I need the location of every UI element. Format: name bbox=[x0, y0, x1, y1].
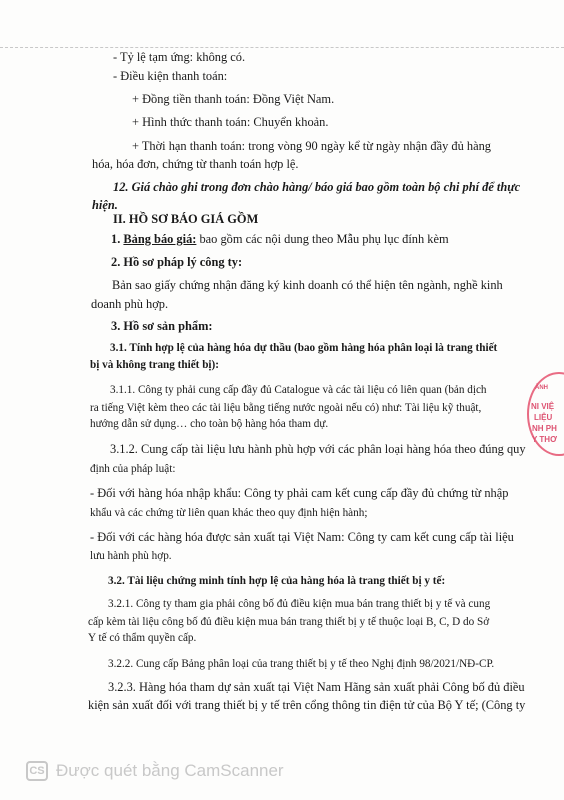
stamp-text: ÀNH bbox=[535, 385, 548, 391]
text-line: ra tiếng Việt kèm theo các tài liệu bằng tiếng nước ngoài nếu có) như: Tài liệu kỹ thuật, bbox=[90, 402, 482, 414]
text-line: - Đối với hàng hóa nhập khẩu: Công ty phải cam kết cung cấp đầy đủ chứng từ nhập bbox=[90, 486, 509, 500]
section-12-line: 12. Giá chào ghi trong đơn chào hàng/ báo giá bao gồm toàn bộ chi phí để thực bbox=[113, 180, 521, 194]
text-line: cấp kèm tài liệu công bố đủ điều kiện mua bán trang thiết bị y tế thuộc loại B, C, D do Sở bbox=[88, 616, 490, 628]
camscanner-watermark bbox=[26, 760, 284, 782]
text-line: Y tế có thẩm quyền cấp. bbox=[88, 632, 197, 644]
item-1-text: bao gồm các nội dung theo Mẫu phụ lục đính kèm bbox=[196, 232, 449, 246]
heading-3-2: 3.2. Tài liệu chứng minh tính hợp lệ của hàng hóa là trang thiết bị y tế: bbox=[108, 575, 446, 587]
camscanner-logo-icon: CS bbox=[26, 761, 48, 781]
text-line: khẩu và các chứng từ liên quan khác theo quy định hiện hành; bbox=[90, 507, 368, 519]
text-line: - Tỷ lệ tạm ứng: không có. bbox=[113, 50, 246, 64]
text-line: 3.2.1. Công ty tham gia phải công bố đủ điều kiện mua bán trang thiết bị y tế và cung bbox=[108, 598, 491, 610]
text-line: + Thời hạn thanh toán: trong vòng 90 ngày kể từ ngày nhận đầy đủ hàng bbox=[132, 139, 491, 153]
text-line: - Đối với các hàng hóa được sản xuất tại Việt Nam: Công ty cam kết cung cấp tài liệu bbox=[90, 530, 514, 544]
text-line: 3.2.3. Hàng hóa tham dự sản xuất tại Việt Nam Hãng sản xuất phải Công bố đủ điều bbox=[108, 680, 525, 694]
text-line: + Hình thức thanh toán: Chuyển khoản. bbox=[132, 115, 329, 129]
text-line: doanh phù hợp. bbox=[91, 297, 169, 311]
item-1-title: Bảng báo giá: bbox=[123, 232, 197, 246]
text-line: kiện sản xuất đối với trang thiết bị y tế trên cổng thông tin điện tử của Bộ Y tế; (Công ty bbox=[88, 698, 526, 712]
text-line: 3.1.2. Cung cấp tài liệu lưu hành phù hợp với các phân loại hàng hóa theo đúng quy bbox=[110, 442, 526, 456]
text-line: - Điều kiện thanh toán: bbox=[113, 69, 228, 83]
item-1-line bbox=[111, 231, 449, 247]
item-1-number: 1. bbox=[111, 232, 121, 246]
stamp-text: NI VIỆ bbox=[531, 402, 555, 411]
red-stamp bbox=[527, 372, 564, 456]
text-line: lưu hành phù hợp. bbox=[90, 550, 172, 562]
heading-3-1: 3.1. Tính hợp lệ của hàng hóa dự thầu (bao gồm hàng hóa phân loại là trang thiết bbox=[110, 342, 498, 354]
heading-ii: II. HỒ SƠ BÁO GIÁ GỒM bbox=[113, 212, 259, 226]
section-12-line: hiện. bbox=[92, 198, 118, 212]
heading-item-2: 2. Hồ sơ pháp lý công ty: bbox=[111, 255, 243, 269]
text-line: 3.1.1. Công ty phải cung cấp đầy đủ Catalogue và các tài liệu có liên quan (bản dịch bbox=[110, 384, 487, 396]
watermark-text: Được quét bằng CamScanner bbox=[56, 761, 284, 780]
text-line: hướng dẫn sử dụng… cho toàn bộ hàng hóa tham dự. bbox=[90, 418, 329, 430]
heading-item-3: 3. Hồ sơ sản phẩm: bbox=[111, 319, 213, 333]
text-line: Bản sao giấy chứng nhận đăng ký kinh doanh có thể hiện tên ngành, nghề kinh bbox=[112, 278, 503, 292]
stamp-text: LIỆU bbox=[534, 413, 553, 422]
text-line: + Đồng tiền thanh toán: Đồng Việt Nam. bbox=[132, 92, 335, 106]
text-line: định của pháp luật: bbox=[90, 463, 176, 475]
text-line: hóa, hóa đơn, chứng từ thanh toán hợp lệ. bbox=[92, 157, 299, 171]
stamp-text: Y THƠ bbox=[532, 435, 557, 444]
text-line: 3.2.2. Cung cấp Bảng phân loại của trang thiết bị y tế theo Nghị định 98/2021/NĐ-CP. bbox=[108, 658, 495, 670]
stamp-text: NH PH bbox=[532, 424, 557, 433]
top-dashed-rule bbox=[0, 47, 564, 48]
heading-3-1: bị và không trang thiết bị): bbox=[90, 359, 219, 371]
